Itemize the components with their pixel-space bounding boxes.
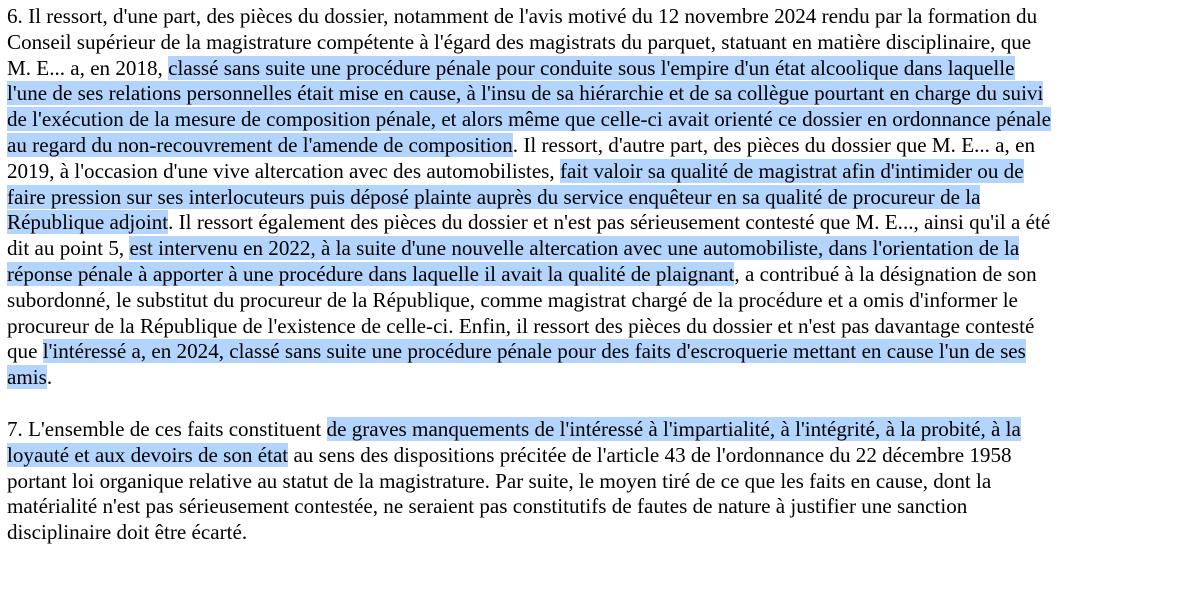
body-text: . Il ressort également des pièces du dossier et n'est pas sérieusement contesté que M. E..., ainsi qu'il a été — [168, 210, 1051, 235]
text-line — [7, 185, 1197, 211]
highlighted-text: au regard du non-recouvrement de l'amende de composition — [7, 132, 513, 157]
text-line — [7, 314, 1197, 340]
text-line — [7, 107, 1197, 133]
paragraph-6 — [7, 4, 1197, 391]
body-text: , a contribué à la désignation de son — [734, 261, 1037, 286]
body-text: que — [7, 339, 43, 364]
body-text: procureur de la République de l'existence de celle-ci. Enfin, il ressort des pièces du dossier et n'est pas davantage contesté — [7, 313, 1035, 338]
text-line — [7, 133, 1197, 159]
body-text: dit au point 5, — [7, 236, 130, 261]
highlighted-text: de l'exécution de la mesure de composition pénale, et alors même que celle-ci avait orienté ce dossier en ordonnance pénale — [7, 107, 1051, 132]
body-text: M. E... a, en 2018, — [7, 55, 169, 80]
highlighted-text: fait valoir sa qualité de magistrat afin d'intimider ou de — [559, 158, 1024, 183]
body-text: matérialité n'est pas sérieusement contestée, ne seraient pas constitutifs de fautes de nature à justifier une sanction — [7, 494, 968, 519]
body-text: . — [46, 365, 53, 390]
highlighted-text: classé sans suite une procédure pénale pour conduite sous l'empire d'un état alcoolique dans laquelle — [168, 55, 1015, 80]
text-line — [7, 4, 1197, 30]
text-line — [7, 443, 1197, 469]
body-text: 2019, à l'occasion d'une vive altercation avec des automobilistes, — [7, 158, 560, 183]
text-line — [7, 30, 1197, 56]
text-line — [7, 469, 1197, 495]
text-line — [7, 56, 1197, 82]
body-text: au sens des dispositions précitée de l'article 43 de l'ordonnance du 22 décembre 1958 — [288, 442, 1012, 467]
text-line — [7, 520, 1197, 546]
text-line — [7, 494, 1197, 520]
text-line — [7, 288, 1197, 314]
paragraph-7 — [7, 417, 1197, 546]
body-text: 7. L'ensemble de ces faits constituent — [7, 416, 327, 441]
text-line — [7, 262, 1197, 288]
highlighted-text: l'intéressé a, en 2024, classé sans suite une procédure pénale pour des faits d'escroquerie mettant en cause l'un de ses — [42, 339, 1026, 364]
text-line — [7, 339, 1197, 365]
highlighted-text: loyauté et aux devoirs de son état — [7, 442, 289, 467]
body-text: disciplinaire doit être écarté. — [7, 520, 248, 545]
text-line — [7, 159, 1197, 185]
highlighted-text: faire pression sur ses interlocuteurs puis déposé plainte auprès du service enquêteur en sa qualité de procureur de la — [7, 184, 981, 209]
body-text: 6. Il ressort, d'une part, des pièces du dossier, notamment de l'avis motivé du 12 novembre 2024 rendu par la formation du — [7, 4, 1038, 28]
highlighted-text: de graves manquements de l'intéressé à l'impartialité, à l'intégrité, à la probité, à la — [326, 416, 1021, 441]
body-text: subordonné, le substitut du procureur de la République, comme magistrat chargé de la procédure et a omis d'informer le — [7, 287, 1018, 312]
highlighted-text: amis — [7, 365, 47, 390]
text-line — [7, 365, 1197, 391]
text-line — [7, 417, 1197, 443]
highlighted-text: réponse pénale à apporter à une procédure dans laquelle il avait la qualité de plaignant — [7, 261, 735, 286]
body-text: Conseil supérieur de la magistrature compétente à l'égard des magistrats du parquet, statuant en matière disciplinaire, que — [7, 29, 1032, 54]
highlighted-text: République adjoint — [7, 210, 169, 235]
text-line — [7, 210, 1197, 236]
highlighted-text: l'une de ses relations personnelles était mise en cause, à l'insu de sa hiérarchie et de sa collègue pourtant en charge du suivi — [7, 81, 1044, 106]
body-text: . Il ressort, d'autre part, des pièces du dossier que M. E... a, en — [512, 132, 1035, 157]
text-line — [7, 236, 1197, 262]
body-text: portant loi organique relative au statut de la magistrature. Par suite, le moyen tiré de ce que les faits en cause, dont la — [7, 468, 992, 493]
highlighted-text: est intervenu en 2022, à la suite d'une nouvelle altercation avec une automobiliste, dans l'orientation de la — [129, 236, 1020, 261]
text-line — [7, 81, 1197, 107]
